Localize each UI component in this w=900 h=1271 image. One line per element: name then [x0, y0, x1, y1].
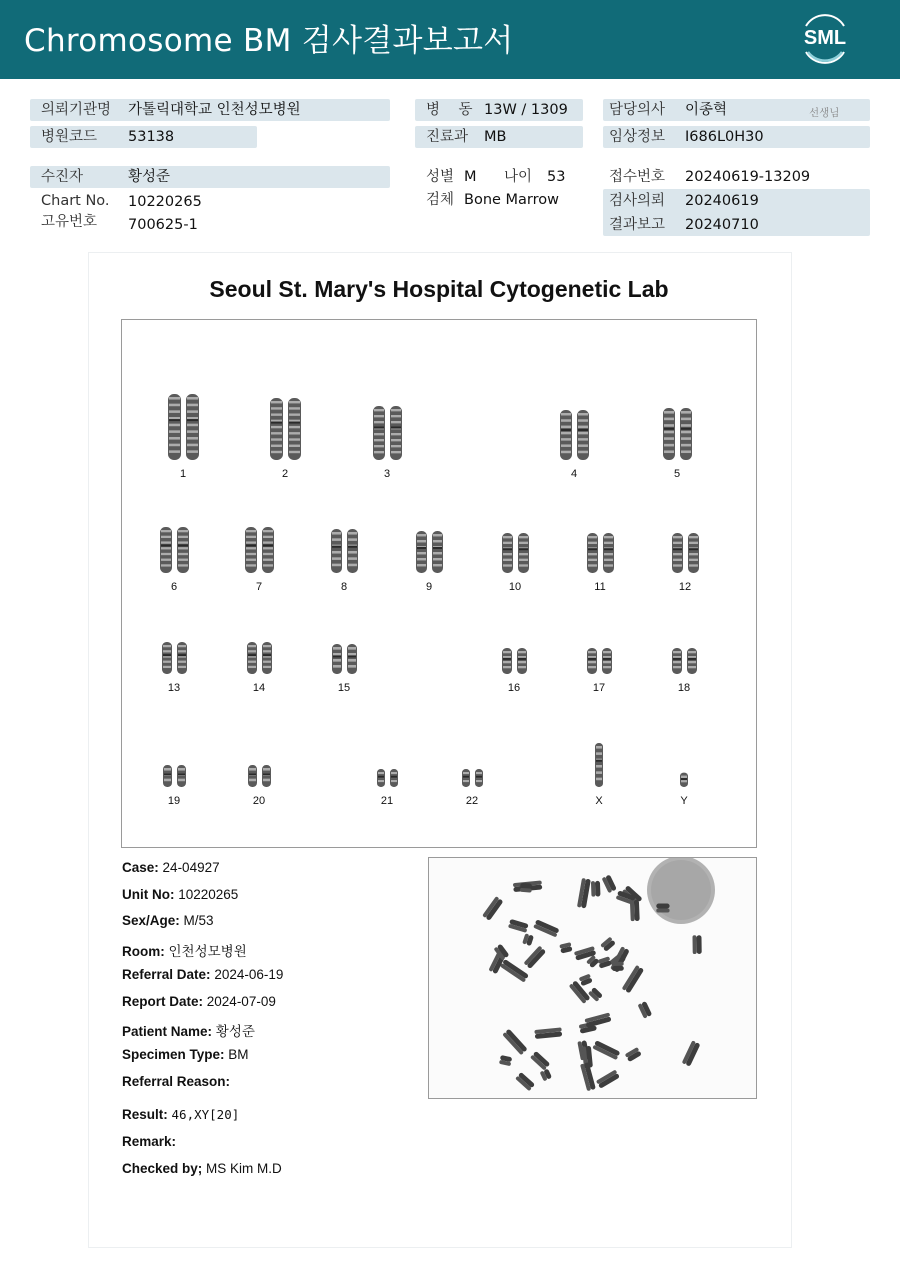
chromosome-label-16: 16	[507, 682, 521, 694]
chromosome-pair-13	[162, 642, 187, 674]
referring-hospital-label: 의뢰기관명	[41, 102, 112, 118]
chromosome-pair-5	[663, 408, 692, 460]
referring-hospital-value: 가톨릭대학교 인천성모병원	[128, 102, 301, 118]
ward-value: 13W / 1309	[484, 102, 568, 118]
unit-label: Unit No:	[122, 887, 175, 902]
result-value: 46,XY[20]	[171, 1107, 240, 1122]
patient-value: 황성준	[128, 169, 171, 185]
chromosome-pair-14	[247, 642, 272, 674]
chromosome-label-8: 8	[340, 581, 348, 593]
chromosome-pair-10	[502, 533, 529, 573]
chromosome-label-2: 2	[281, 468, 289, 480]
chromosome-pair-22	[462, 769, 483, 787]
report-date-row	[122, 994, 276, 1009]
sex-label: 성별	[426, 169, 455, 185]
doctor-value: 이종혁	[685, 102, 728, 118]
chromosome-label-20: 20	[252, 795, 266, 807]
doctor-label: 담당의사	[609, 102, 666, 118]
room-label: Room:	[122, 944, 165, 959]
unique-no-label: 고유번호	[41, 214, 98, 230]
case-row	[122, 860, 220, 875]
chromosome-pair-6	[160, 527, 189, 573]
chromosome-pair-11	[587, 533, 614, 573]
specimen-label: 검체	[426, 192, 455, 208]
chromosome-pair-15	[332, 644, 357, 674]
chromosome-label-1: 1	[179, 468, 187, 480]
chromosome-pair-18	[672, 648, 697, 674]
chromosome-label-7: 7	[255, 581, 263, 593]
chromosome-label-11: 11	[594, 581, 606, 593]
unique-no-value: 700625-1	[128, 217, 198, 233]
case-value: 24-04927	[162, 860, 220, 875]
chromosome-pair-2	[270, 398, 301, 460]
chromosome-label-22: 22	[465, 795, 479, 807]
chromosome-pair-16	[502, 648, 527, 674]
age-value: 53	[547, 169, 566, 185]
case-label: Case:	[122, 860, 159, 875]
receipt-no-label: 접수번호	[609, 169, 666, 185]
room-row	[122, 940, 247, 960]
metaphase-image	[428, 857, 757, 1099]
chromosome-pair-17	[587, 648, 612, 674]
sex-value: M	[464, 169, 477, 185]
ward-label: 병 동	[426, 102, 473, 118]
age-label: 나이	[504, 169, 533, 185]
referral-date-label: Referral Date:	[122, 967, 211, 982]
referral-date-value: 2024-06-19	[214, 967, 284, 982]
report-header	[0, 0, 900, 79]
chromosome-label-5: 5	[673, 468, 681, 480]
checked-label: Checked by;	[122, 1161, 203, 1176]
referral-reason-row	[122, 1074, 230, 1089]
specimen-type-row	[122, 1047, 249, 1062]
patient-name-value: 황성준	[215, 1024, 255, 1039]
chromosome-label-17: 17	[592, 682, 606, 694]
logo-text: SML	[803, 27, 847, 49]
chromosome-label-Y: Y	[680, 795, 688, 807]
field-bar	[30, 166, 390, 188]
chart-no-value: 10220265	[128, 194, 202, 210]
specimen-type-value: BM	[228, 1047, 249, 1062]
doctor-suffix: 선생님	[809, 107, 840, 119]
chromosome-label-21: 21	[380, 795, 394, 807]
checked-row	[122, 1161, 282, 1176]
chromosome-label-9: 9	[425, 581, 433, 593]
checked-value: MS Kim M.D	[206, 1161, 282, 1176]
sexage-row	[122, 913, 214, 928]
chromosome-pair-21	[377, 769, 398, 787]
chromosome-pair-1	[168, 394, 199, 460]
clinical-info-value: I686L0H30	[685, 129, 764, 145]
result-row	[122, 1107, 239, 1122]
chromosome-label-14: 14	[252, 682, 266, 694]
chromosome-label-13: 13	[167, 682, 181, 694]
request-date-label: 검사의뢰	[609, 193, 666, 209]
chromosome-label-3: 3	[383, 468, 391, 480]
chromosome-pair-9	[416, 531, 443, 573]
chromosome-pair-Y	[680, 769, 688, 787]
hospital-code-value: 53138	[128, 129, 175, 145]
room-value: 인천성모병원	[168, 944, 247, 959]
chromosome-pair-20	[248, 765, 271, 787]
chromosome-pair-3	[373, 406, 402, 460]
result-label: Result:	[122, 1107, 168, 1122]
unit-row	[122, 887, 238, 902]
report-date-value-2: 2024-07-09	[206, 994, 276, 1009]
chromosome-label-18: 18	[677, 682, 691, 694]
chromosome-label-6: 6	[170, 581, 178, 593]
clinical-info-label: 임상정보	[609, 129, 666, 145]
chromosome-pair-7	[245, 527, 274, 573]
sexage-label: Sex/Age:	[122, 913, 180, 928]
chromosome-label-X: X	[595, 795, 603, 807]
remark-label: Remark:	[122, 1134, 177, 1149]
remark-row	[122, 1134, 176, 1149]
unit-value: 10220265	[178, 887, 239, 902]
chromosome-pair-8	[331, 529, 358, 573]
chromosome-pair-12	[672, 533, 699, 573]
report-date-value: 20240710	[685, 217, 759, 233]
patient-name-label: Patient Name:	[122, 1024, 213, 1039]
specimen-value: Bone Marrow	[464, 192, 560, 208]
patient-name-row	[122, 1020, 255, 1040]
report-date-label-2: Report Date:	[122, 994, 204, 1009]
chromosome-pair-19	[163, 765, 186, 787]
chromosome-label-10: 10	[508, 581, 522, 593]
lab-title: Seoul St. Mary's Hospital Cytogenetic Lab	[209, 276, 669, 302]
department-value: MB	[484, 129, 507, 145]
receipt-no-value: 20240619-13209	[685, 169, 811, 185]
specimen-type-label: Specimen Type:	[122, 1047, 225, 1062]
metaphase-spread	[429, 858, 756, 1098]
chromosome-label-12: 12	[678, 581, 692, 593]
report-title: Chromosome BM 검사결과보고서	[24, 23, 514, 59]
chromosome-label-15: 15	[337, 682, 351, 694]
chromosome-label-19: 19	[167, 795, 181, 807]
sexage-value: M/53	[183, 913, 214, 928]
report-date-label: 결과보고	[609, 217, 666, 233]
chromosome-pair-X	[595, 743, 603, 787]
chromosome-pair-4	[560, 410, 589, 460]
chromosome-label-4: 4	[570, 468, 578, 480]
referral-reason-label: Referral Reason:	[122, 1074, 231, 1089]
karyogram	[121, 319, 757, 848]
sml-logo	[796, 12, 854, 66]
referral-date-row	[122, 967, 283, 982]
request-date-value: 20240619	[685, 193, 759, 209]
chart-no-label: Chart No.	[41, 193, 110, 209]
hospital-code-label: 병원코드	[41, 129, 98, 145]
department-label: 진료과	[426, 129, 469, 145]
patient-label: 수진자	[41, 169, 84, 185]
